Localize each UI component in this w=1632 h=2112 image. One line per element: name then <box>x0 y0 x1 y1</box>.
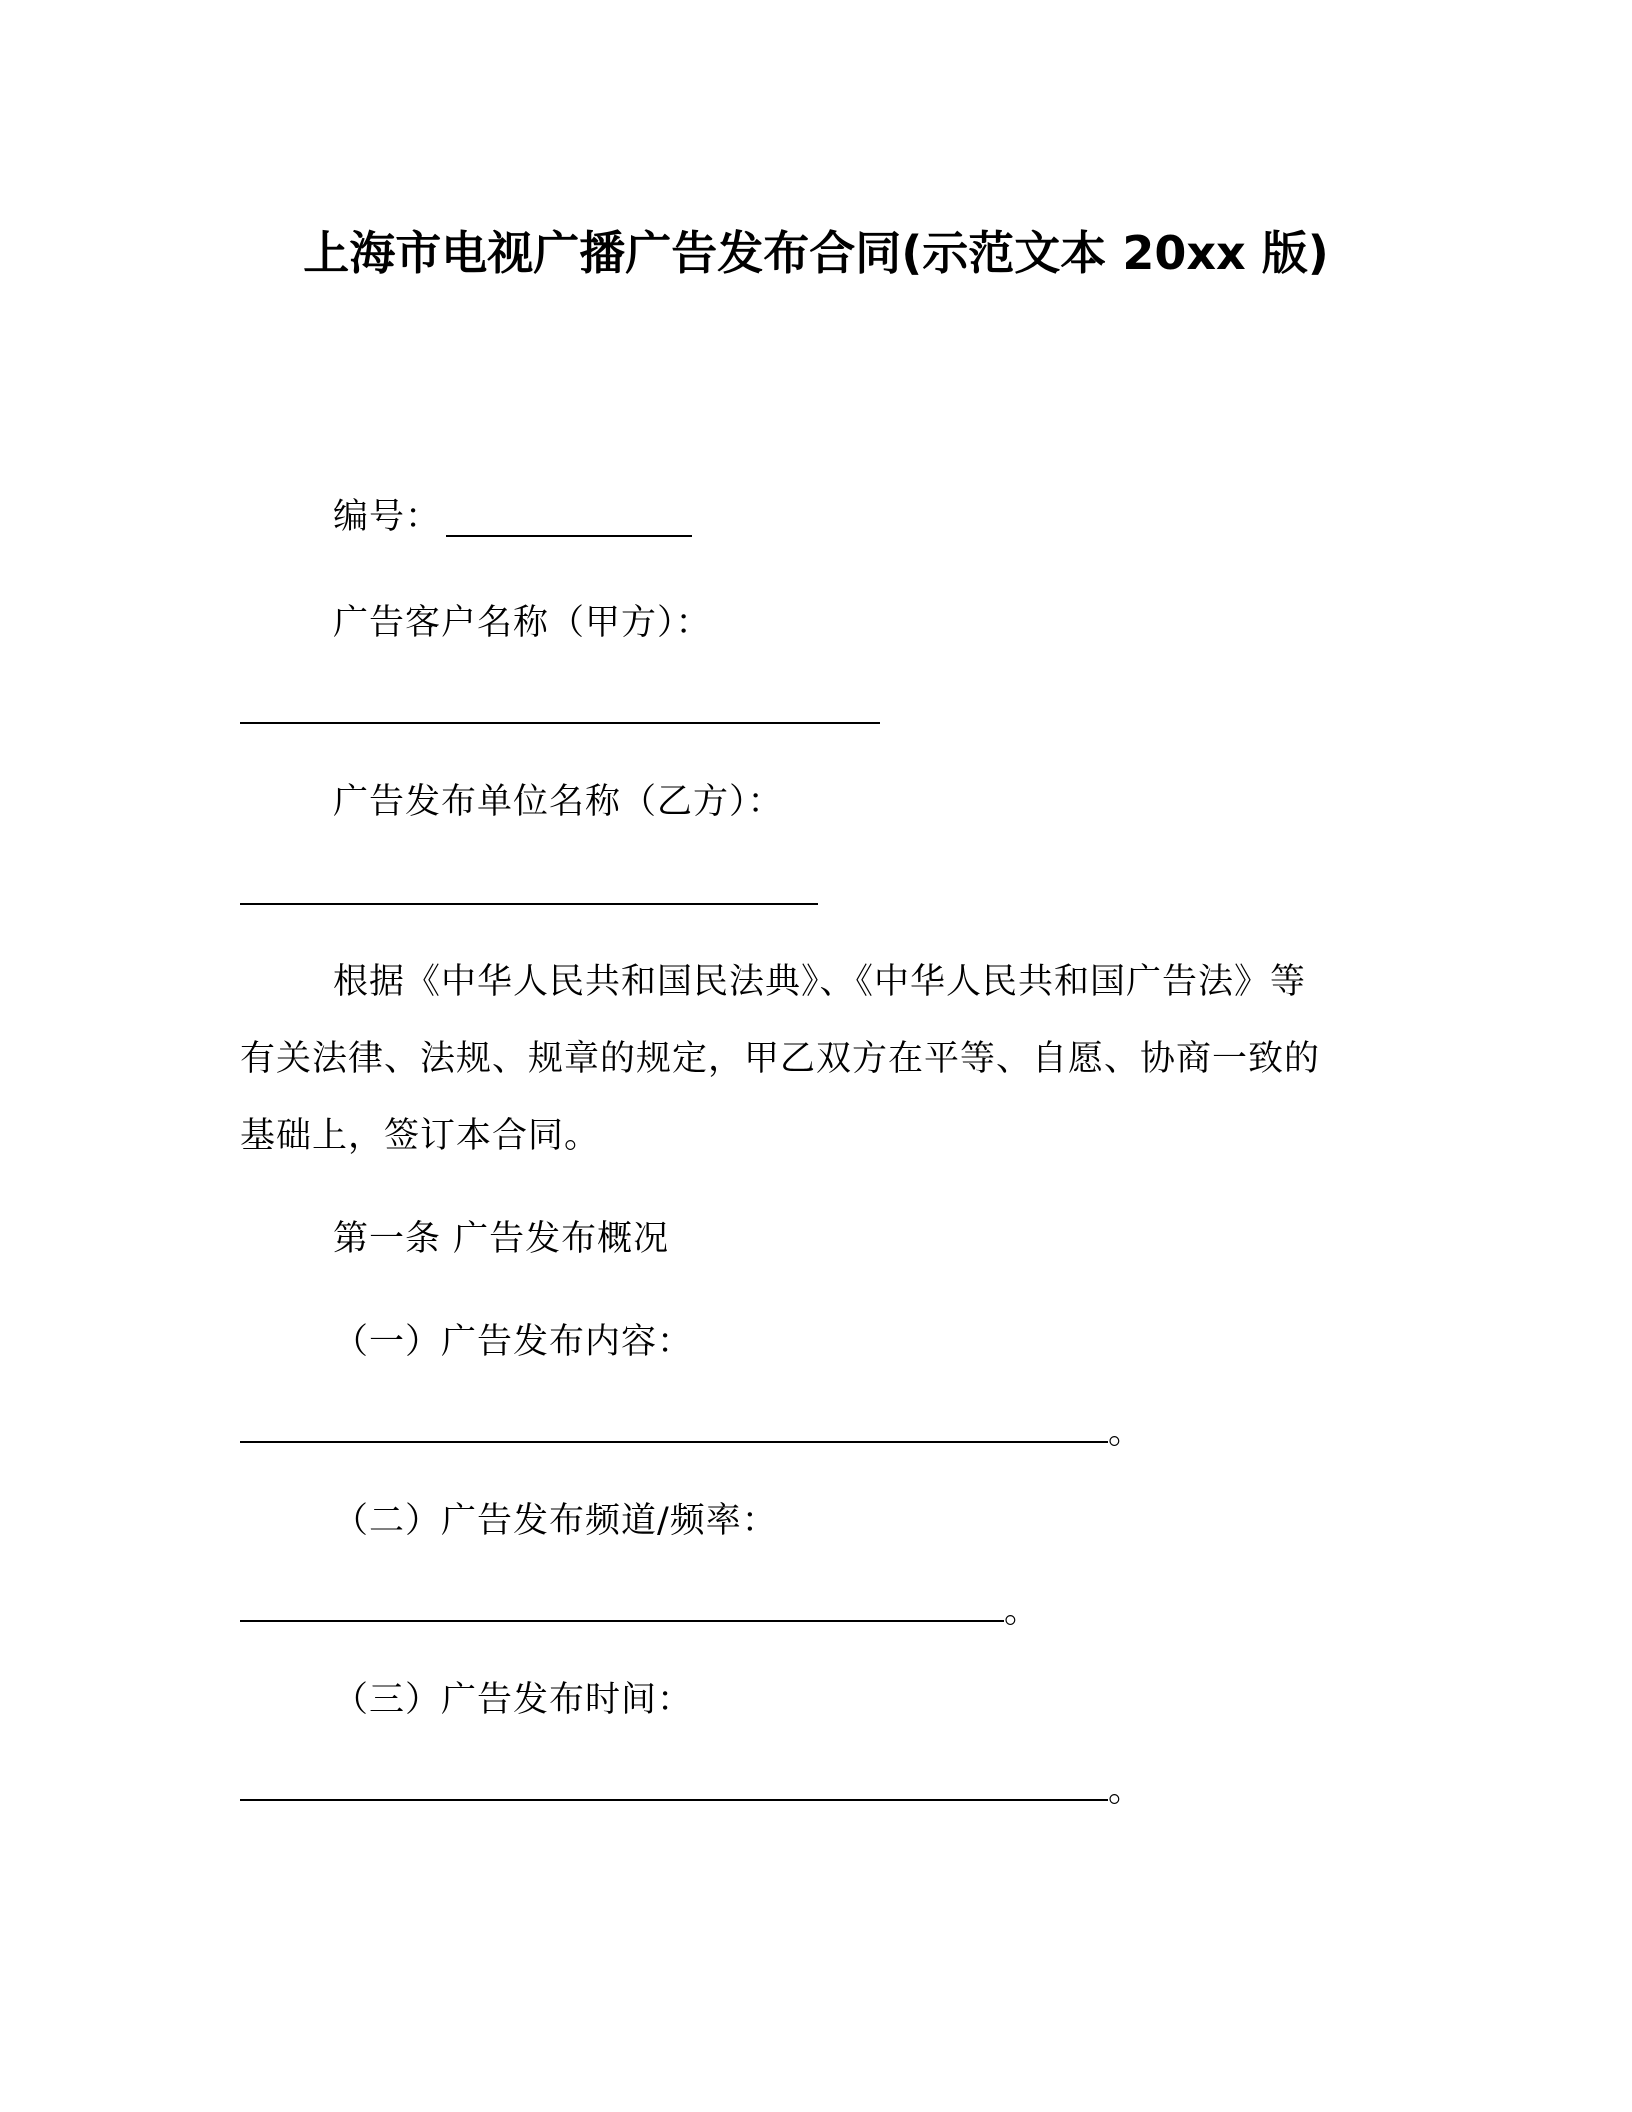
page-title: 上海市电视广播广告发布合同(示范文本 20xx 版) <box>303 226 1329 280</box>
item-3-label: （三）广告发布时间： <box>333 1680 694 1720</box>
item-2-label: （二）广告发布频道/频率： <box>333 1501 778 1541</box>
party-b-label: 广告发布单位名称（乙方）： <box>333 782 784 822</box>
article-1-heading: 第一条 广告发布概况 <box>333 1219 670 1259</box>
party-a-blank[interactable] <box>240 722 880 724</box>
item-2-period: 。 <box>1004 1591 1040 1631</box>
preamble-line-1: 根据《中华人民共和国民法典》、《中华人民共和国广告法》等 <box>333 962 1307 1002</box>
item-1-label: （一）广告发布内容： <box>333 1322 694 1362</box>
contract-number-label: 编号： <box>333 497 442 537</box>
preamble-line-3: 基础上，签订本合同。 <box>240 1116 601 1156</box>
item-1-blank[interactable] <box>240 1441 1108 1443</box>
party-b-blank[interactable] <box>240 903 818 905</box>
party-a-label: 广告客户名称（甲方）： <box>333 603 712 643</box>
item-3-period: 。 <box>1108 1770 1144 1810</box>
item-3-blank[interactable] <box>240 1799 1108 1801</box>
item-1-period: 。 <box>1108 1412 1144 1452</box>
preamble-line-2: 有关法律、法规、规章的规定，甲乙双方在平等、自愿、协商一致的 <box>240 1039 1321 1079</box>
contract-number-blank[interactable] <box>446 535 692 537</box>
item-2-blank[interactable] <box>240 1620 1004 1622</box>
